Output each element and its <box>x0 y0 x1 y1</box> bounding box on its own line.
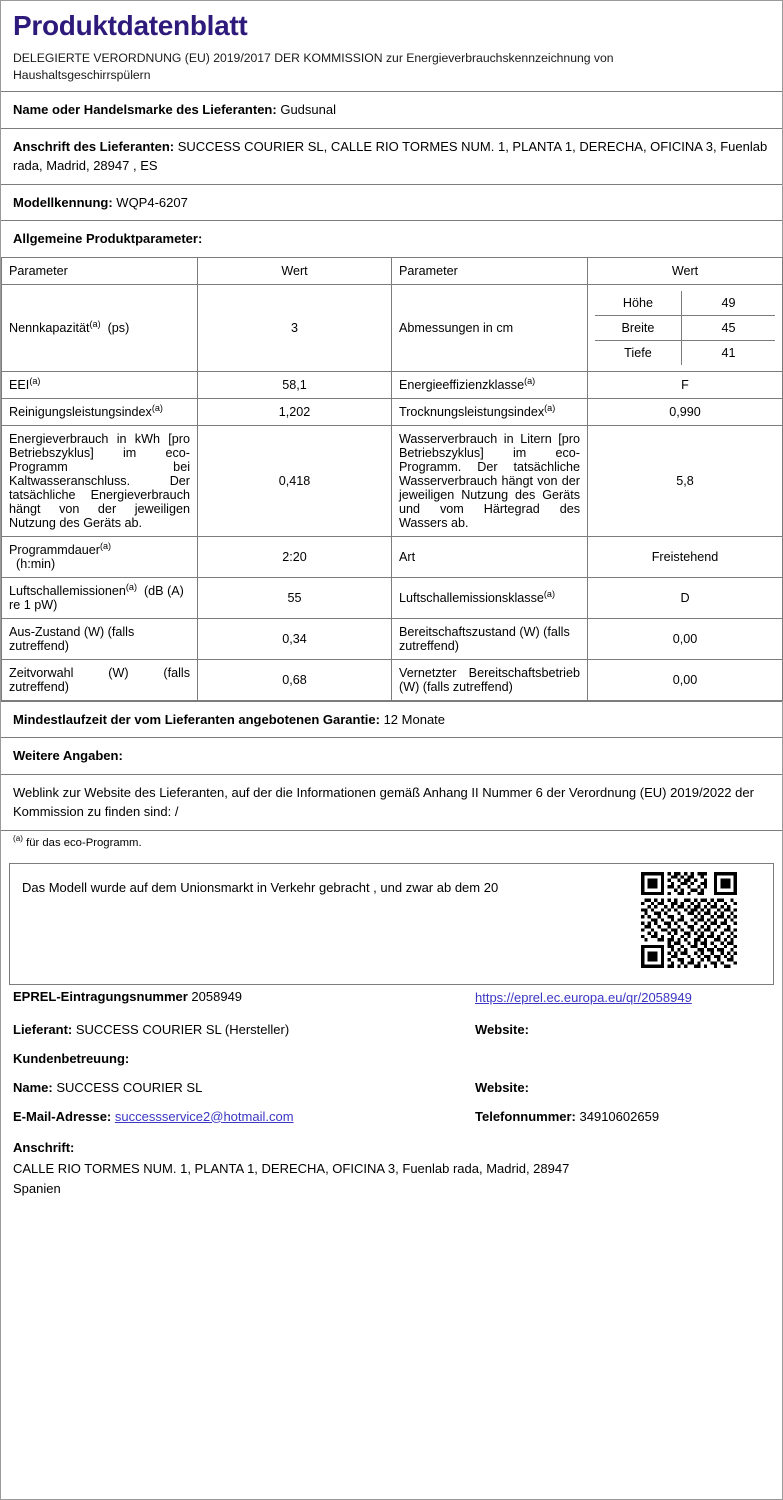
warranty-row <box>1 701 782 738</box>
off-mode-label: Aus-Zustand (W) (falls zutreffend) <box>2 618 198 659</box>
further-information-heading <box>1 737 782 774</box>
market-placement-panel <box>9 863 774 985</box>
delay-start-label: Zeitvorwahl (W) (falls zutreffend) <box>2 659 198 700</box>
product-parameters-table <box>1 257 783 701</box>
capacity-value: 3 <box>198 284 392 371</box>
supplier-footer-label: Lieferant: <box>13 1021 73 1037</box>
phone-label: Telefonnummer: <box>475 1108 576 1124</box>
header-value-1: Wert <box>198 257 392 284</box>
water-consumption-value: 5,8 <box>588 425 783 536</box>
email-label: E-Mail-Adresse: <box>13 1108 112 1124</box>
program-duration-label <box>2 536 198 577</box>
energy-class-label <box>392 371 588 398</box>
noise-class-label-text: Luftschallemissionsklasse <box>399 590 544 605</box>
delay-start-value: 0,68 <box>198 659 392 700</box>
email-phone-row <box>13 1109 770 1124</box>
model-identifier-label: Modellkennung: <box>13 194 113 210</box>
supplier-weblink-row <box>1 774 782 830</box>
supplier-name-label: Name oder Handelsmarke des Lieferanten: <box>13 102 277 118</box>
table-row-noise <box>2 577 783 618</box>
footer-address-label: Anschrift: <box>13 1139 75 1155</box>
dimension-row-depth <box>595 340 775 365</box>
table-row-delaystart-networked <box>2 659 783 700</box>
table-row-off-standby <box>2 618 783 659</box>
capacity-label <box>2 284 198 371</box>
program-duration-label-unit: (h:min) <box>16 556 56 571</box>
off-mode-value: 0,34 <box>198 618 392 659</box>
email-value[interactable]: successservice2@hotmail.com <box>114 1108 294 1124</box>
header-value-2: Wert <box>588 257 783 284</box>
eprel-value: 2058949 <box>191 988 243 1004</box>
warranty-label: Mindestlaufzeit der vom Lieferanten angebotenen Garantie: <box>13 711 380 727</box>
noise-class-label-footnote: (a) <box>543 588 555 599</box>
name-row <box>13 1080 770 1095</box>
phone-block <box>475 1109 770 1124</box>
supplier-name-row <box>1 91 782 128</box>
general-parameters-heading <box>1 220 782 257</box>
website-label-1: Website: <box>475 1021 529 1037</box>
standby-value: 0,00 <box>588 618 783 659</box>
noise-class-label <box>392 577 588 618</box>
model-identifier-value: WQP4-6207 <box>116 194 188 210</box>
noise-emission-label-footnote: (a) <box>125 581 137 592</box>
dimension-row-height <box>595 291 775 316</box>
dimension-height-value: 49 <box>681 291 775 316</box>
noise-class-value: D <box>588 577 783 618</box>
cleaning-index-value: 1,202 <box>198 398 392 425</box>
page-title: Produktdatenblatt <box>13 10 248 41</box>
general-parameters-label: Allgemeine Produktparameter: <box>13 231 203 247</box>
eprel-number-block <box>13 989 475 1004</box>
cleaning-index-label-footnote: (a) <box>151 402 163 413</box>
regulation-subtitle: DELEGIERTE VERORDNUNG (EU) 2019/2017 DER KOMMISSION zur Energieverbrauchskennzeichnung von Haushaltsgeschirrspülern <box>13 50 614 83</box>
networked-standby-label: Vernetzter Bereitschaftsbetrieb (W) (falls zutreffend) <box>392 659 588 700</box>
market-placement-text: Das Modell wurde auf dem Unionsmarkt in Verkehr gebracht , und zwar ab dem 20 <box>22 879 499 895</box>
noise-emission-label-text: Luftschallemissionen <box>9 583 126 598</box>
capacity-label-text: Nennkapazität <box>9 320 90 335</box>
eei-label-footnote: (a) <box>29 375 41 386</box>
eei-label-text: EEI <box>9 377 30 392</box>
name-block <box>13 1080 475 1095</box>
supplier-block <box>13 1022 475 1037</box>
document-header <box>1 1 782 91</box>
eei-value: 58,1 <box>198 371 392 398</box>
footnote-marker: (a) <box>13 833 23 843</box>
dimensions-table <box>595 291 775 365</box>
water-consumption-label: Wasserverbrauch in Litern [pro Betriebszyklus] im eco-Programm. Der tatsächliche Wasserverbrauch hängt von der jeweiligen Nutzung des Geräts und vom Härtegrad des Wassers ab. <box>392 425 588 536</box>
dimension-width-value: 45 <box>681 315 775 340</box>
dimensions-label: Abmessungen in cm <box>392 284 588 371</box>
footnote-text: für das eco-Programm. <box>26 836 142 849</box>
contact-name-label: Name: <box>13 1079 53 1095</box>
website-block-1 <box>475 1022 770 1037</box>
networked-standby-value: 0,00 <box>588 659 783 700</box>
supplier-address-label: Anschrift des Lieferanten: <box>13 138 175 154</box>
dimension-depth-value: 41 <box>681 340 775 365</box>
dimension-row-width <box>595 315 775 340</box>
eei-label <box>2 371 198 398</box>
noise-emission-label-unit: (dB (A) re 1 pW) <box>9 583 184 612</box>
energy-class-label-text: Energieeffizienzklasse <box>399 377 525 392</box>
further-information-label: Weitere Angaben: <box>13 748 123 764</box>
eprel-qr-link[interactable]: https://eprel.ec.europa.eu/qr/2058949 <box>475 989 692 1005</box>
supplier-address-row <box>1 128 782 184</box>
model-identifier-row <box>1 184 782 221</box>
qr-code-icon <box>641 870 737 970</box>
table-row-eei-energyclass <box>2 371 783 398</box>
customer-care-label: Kundenbetreuung: <box>13 1050 130 1066</box>
footer-address-line-1: CALLE RIO TORMES NUM. 1, PLANTA 1, DERECHA, OFICINA 3, Fuenlab rada, Madrid, 28947 <box>13 1161 570 1177</box>
dimension-width-label: Breite <box>595 315 681 340</box>
header-parameter-1: Parameter <box>2 257 198 284</box>
supplier-row <box>13 1022 770 1037</box>
eprel-url-block <box>475 989 770 1008</box>
website-label-2: Website: <box>475 1079 529 1095</box>
program-duration-label-footnote: (a) <box>100 540 112 551</box>
energy-class-value: F <box>588 371 783 398</box>
eprel-row <box>13 989 770 1008</box>
cleaning-index-label <box>2 398 198 425</box>
warranty-value: 12 Monate <box>383 711 446 727</box>
energy-class-label-footnote: (a) <box>524 375 536 386</box>
supplier-name-value: Gudsunal <box>280 102 336 118</box>
customer-care-block <box>13 1051 475 1066</box>
footer-address-line-2: Spanien <box>13 1180 61 1196</box>
phone-value: 34910602659 <box>579 1108 660 1124</box>
table-row-cleaning-drying-index <box>2 398 783 425</box>
email-block <box>13 1109 475 1124</box>
program-duration-value: 2:20 <box>198 536 392 577</box>
header-parameter-2: Parameter <box>392 257 588 284</box>
contact-name-value: SUCCESS COURIER SL <box>56 1079 203 1095</box>
noise-emission-label <box>2 577 198 618</box>
dimension-height-label: Höhe <box>595 291 681 316</box>
drying-index-value: 0,990 <box>588 398 783 425</box>
capacity-label-unit: (ps) <box>107 320 130 335</box>
supplier-address-value: SUCCESS COURIER SL, CALLE RIO TORMES NUM. 1, PLANTA 1, DERECHA, OFICINA 3, Fuenlab rada, Madrid, 28947 , ES <box>13 138 768 174</box>
supplier-footer-value: SUCCESS COURIER SL (Hersteller) <box>75 1021 290 1037</box>
table-row-capacity-dimensions <box>2 284 783 371</box>
energy-consumption-label: Energieverbrauch in kWh [pro Betriebszyklus] im eco-Programm bei Kaltwasseranschluss. Der tatsächliche Energieverbrauch hängt von der jeweiligen Nutzung des Geräts ab. <box>2 425 198 536</box>
table-header-row <box>2 257 783 284</box>
cleaning-index-label-text: Reinigungsleistungsindex <box>9 404 152 419</box>
drying-index-label-text: Trocknungsleistungsindex <box>399 404 545 419</box>
table-row-energy-water-consumption <box>2 425 783 536</box>
capacity-label-footnote: (a) <box>89 318 101 329</box>
table-footnote <box>1 830 782 857</box>
noise-emission-value: 55 <box>198 577 392 618</box>
supplier-weblink-text: Weblink zur Website des Lieferanten, auf der die Informationen gemäß Anhang II Nummer 6 der Verordnung (EU) 2019/2022 der Kommission zu finden sind: <box>13 784 754 820</box>
footer-address-block <box>1 1138 782 1199</box>
drying-index-label-footnote: (a) <box>544 402 556 413</box>
table-row-duration-type <box>2 536 783 577</box>
dimensions-subtable-cell <box>588 284 783 371</box>
appliance-type-label: Art <box>392 536 588 577</box>
drying-index-label <box>392 398 588 425</box>
customer-care-row <box>13 1051 770 1066</box>
supplier-weblink-value: / <box>174 804 179 820</box>
dimension-depth-label: Tiefe <box>595 340 681 365</box>
website-block-2 <box>475 1080 770 1095</box>
program-duration-label-text: Programmdauer <box>9 542 100 557</box>
appliance-type-value: Freistehend <box>588 536 783 577</box>
energy-consumption-value: 0,418 <box>198 425 392 536</box>
footer-contact-section <box>1 985 782 1124</box>
standby-label: Bereitschaftszustand (W) (falls zutreffend) <box>392 618 588 659</box>
eprel-label: EPREL-Eintragungsnummer <box>13 988 188 1004</box>
